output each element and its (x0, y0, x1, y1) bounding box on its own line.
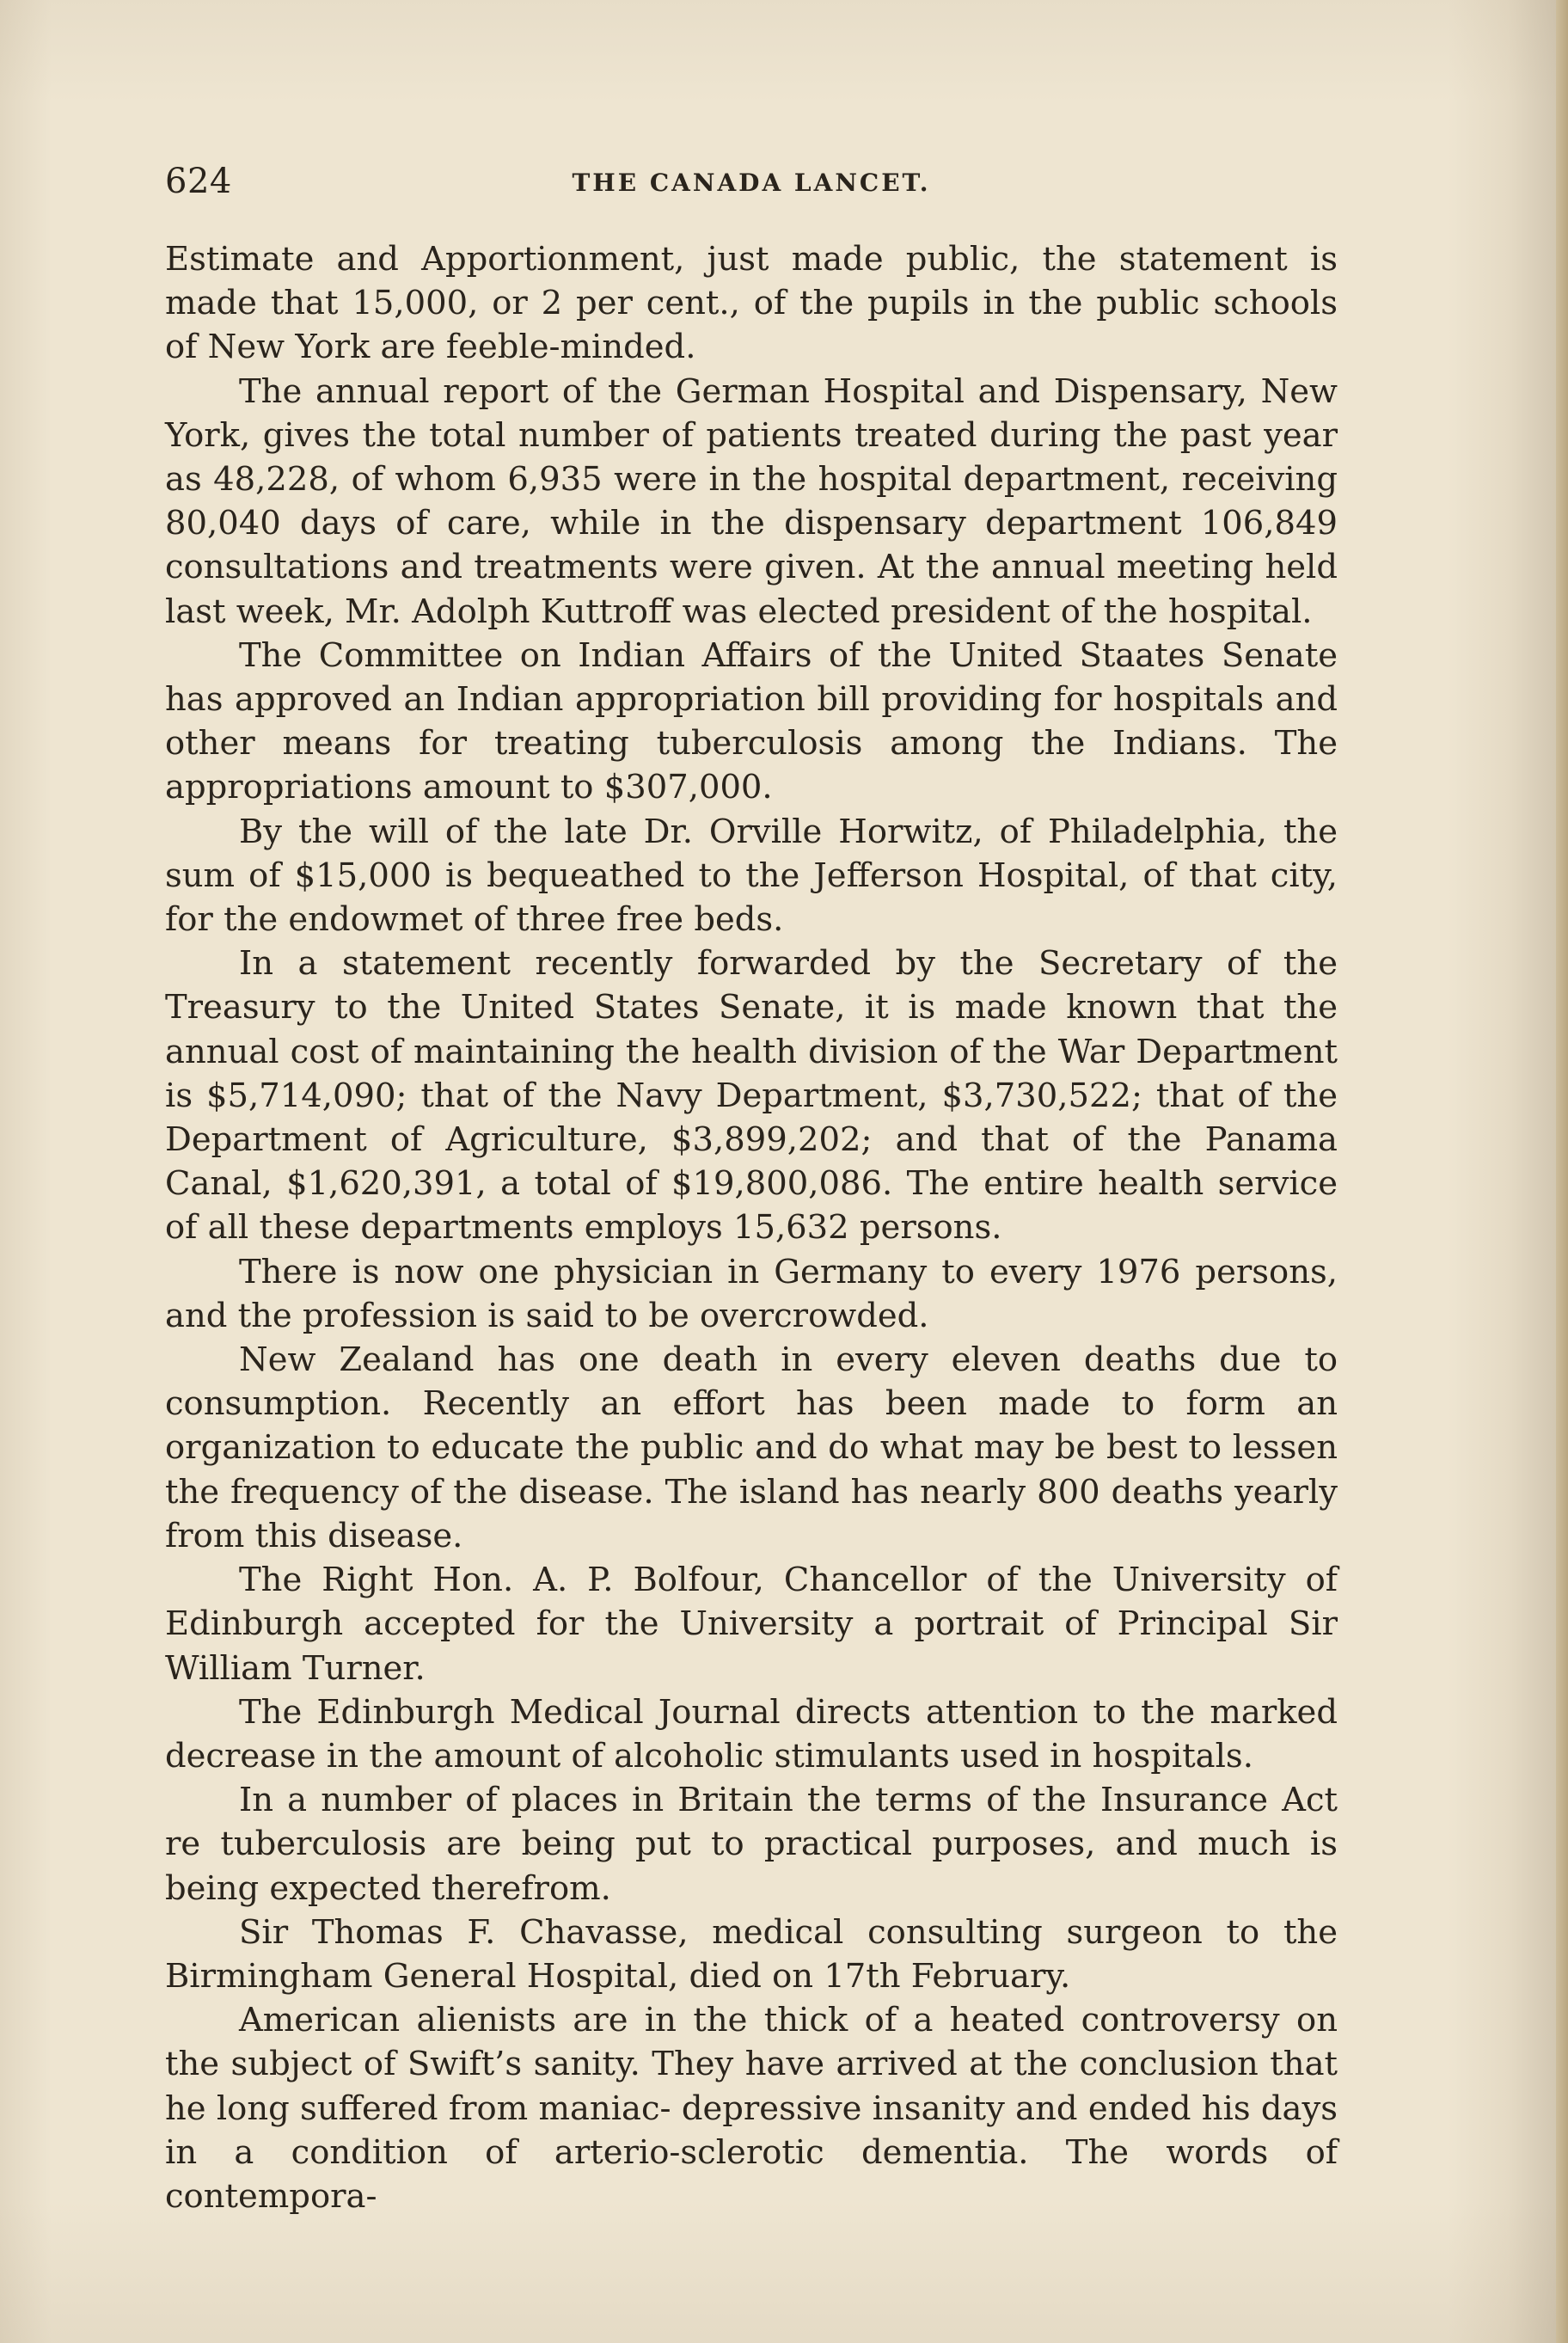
paragraph-indian-affairs: The Committee on Indian Affairs of the United Staates Senate has approved an Indian appropriation bill providing for hospitals and other means for treating tuberculosis among the Indians. The appropriations amount to $307,000. (165, 635, 1338, 807)
paragraph-germany-physicians: There is now one physician in Germany to every 1976 persons, and the profession is said to be overcrowded. (165, 1252, 1338, 1335)
paragraph-horwitz-bequest: By the will of the late Dr. Orville Horwitz, of Philadelphia, the sum of $15,000 is bequeathed to the Jefferson Hospital, of that city, for the endowmet of three free beds. (165, 812, 1338, 940)
paragraph-health-costs: In a statement recently forwarded by the Secretary of the Treasury to the United States Senate, it is made known that the annual cost of maintaining the health division of the War Department is $5,714,090; that of the Navy Department, $3,730,522; that of the Department of Agriculture, $3,899,202; and that of the Panama Canal, $1,620,391, a total of $19,800,086. The entire health service of all these departments employs 15,632 persons. (165, 944, 1338, 1248)
article-body (165, 237, 1338, 2218)
paragraph-insurance-act: In a number of places in Britain the terms of the Insurance Act re tuberculosis are being put to practical purposes, and much is being expected therefrom. (165, 1781, 1338, 1908)
page-edge-shadow (1556, 0, 1568, 2343)
paragraph-bolfour: The Right Hon. A. P. Bolfour, Chancellor of the University of Edinburgh accepted for the University a portrait of Principal Sir William Turner. (165, 1561, 1338, 1688)
running-title: THE CANADA LANCET. (572, 169, 931, 197)
paragraph-swift-sanity: American alienists are in the thick of a heated controversy on the subject of Swift’s sanity. They have arrived at the conclusion that he long suffered from maniac- depressive insanity and ended his days in a condition of arterio-sclerotic dementia. The words of contempora- (165, 2001, 1338, 2216)
paragraph-chavasse: Sir Thomas F. Chavasse, medical consulting surgeon to the Birmingham General Hospital, died on 17th February. (165, 1912, 1338, 1996)
paragraph-new-zealand: New Zealand has one death in every eleven deaths due to consumption. Recently an effort has been made to form an organization to educate the public and do what may be best to lessen the frequency of the disease. The island has nearly 800 deaths yearly from this disease. (165, 1340, 1338, 1555)
paragraph-edinburgh-journal: The Edinburgh Medical Journal directs attention to the marked decrease in the amount of alcoholic stimulants used in hospitals. (165, 1692, 1338, 1776)
page-header (165, 160, 1338, 203)
paragraph-german-hospital: The annual report of the German Hospital and Dispensary, New York, gives the total number of patients treated during the past year as 48,228, of whom 6,935 were in the hospital department, receiving 80,040 days of care, while in the dispensary department 106,849 consultations and treatments were given. At the annual meeting held last week, Mr. Adolph Kuttroff was elected president of the hospital. (165, 371, 1338, 631)
paragraph-continued: Estimate and Apportionment, just made public, the statement is made that 15,000, or 2 per cent., of the pupils in the public schools of New York are feeble-minded. (165, 240, 1338, 367)
page-number: 624 (165, 162, 232, 201)
